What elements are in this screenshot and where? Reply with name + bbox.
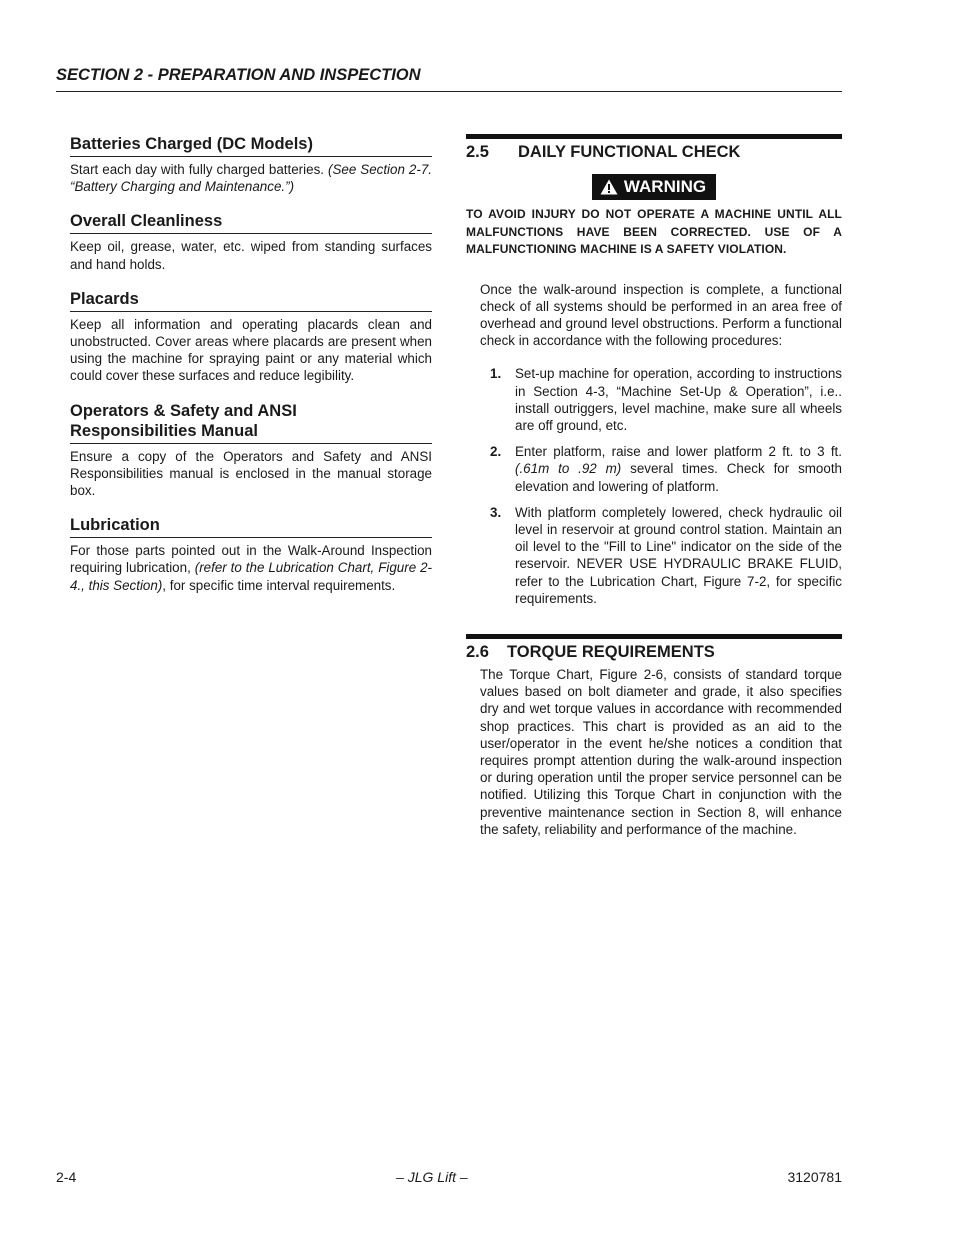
warning-label: WARNING — [623, 177, 707, 196]
placards-text: Keep all information and operating placards clean and unobstructed. Cover areas where placards are present when using the machine for spraying paint or any material which could cover these surfaces and reduce legibility. — [70, 316, 432, 384]
heading-batteries: Batteries Charged (DC Models) — [70, 134, 432, 157]
list-item: 1. Set-up machine for operation, according to instructions in Section 4-3, “Machine Set-Up & Operation”, i.e.. install outriggers, level machine, make sure all wheels are off ground, etc. — [490, 366, 842, 433]
daily-intro: Once the walk-around inspection is complete, a functional check of all systems should be performed in an area free of overhead and ground level obstructions. Perform a functional check in accordance with the following procedures: — [480, 281, 842, 349]
batteries-text: Start each day with fully charged batteries. (See Section 2-7. “Battery Charging and Maintenance.”) — [70, 162, 433, 195]
page-footer — [56, 1169, 842, 1185]
document-number: 3120781 — [787, 1169, 842, 1185]
manual-text: Ensure a copy of the Operators and Safety and ANSI Responsibilities manual is enclosed in the manual storage box. — [70, 448, 432, 499]
left-column — [70, 134, 432, 594]
right-column — [466, 134, 842, 838]
section-heading-daily-check: 2.5 DAILY FUNCTIONAL CHECK — [466, 134, 842, 162]
list-item: 2. Enter platform, raise and lower platform 2 ft. to 3 ft. (.61m to .92 m) several times. Check for smooth elevation and lowering of platform. — [490, 444, 842, 494]
footer-brand: – JLG Lift – — [396, 1169, 468, 1185]
heading-lubrication: Lubrication — [70, 515, 432, 538]
lubrication-text: For those parts pointed out in the Walk-Around Inspection requiring lubrication, (refer to the Lubrication Chart, Figure 2-4., this Section), for specific time interval requirements. — [70, 543, 432, 593]
warning-banner — [466, 174, 842, 200]
cleanliness-text: Keep oil, grease, water, etc. wiped from standing surfaces and hand holds. — [70, 239, 432, 272]
list-item: 3. With platform completely lowered, check hydraulic oil level in reservoir at ground control station. Maintain an oil level to the "Fill to Line" indicator on the side of the reservoir. NEVER USE HYDRAULIC BRAKE FLUID, refer to the Lubrication Chart, Figure 7-2, for specific requirements. — [490, 504, 842, 606]
section-header: SECTION 2 - PREPARATION AND INSPECTION — [56, 66, 842, 92]
page-number: 2-4 — [56, 1169, 77, 1185]
daily-check-steps — [466, 365, 842, 607]
heading-manual: Operators & Safety and ANSI Responsibilities Manual — [70, 401, 432, 444]
warning-icon — [600, 179, 618, 195]
warning-text: TO AVOID INJURY DO NOT OPERATE A MACHINE UNTIL ALL MALFUNCTIONS HAVE BEEN CORRECTED. USE OF A MALFUNCTIONING MACHINE IS A SAFETY VIOLATION. — [466, 207, 842, 256]
heading-placards: Placards — [70, 289, 432, 312]
section-heading-torque: 2.6 TORQUE REQUIREMENTS — [466, 634, 842, 662]
heading-cleanliness: Overall Cleanliness — [70, 211, 432, 234]
torque-text: The Torque Chart, Figure 2-6, consists of standard torque values based on bolt diameter and grade, it also specifies dry and wet torque values in accordance with recommended shop practices. This chart is provided as an aid to the user/operator in the event he/she notices a condition that requires prompt attention during the walk-around inspection or during operation until the proper service personnel can be notified. Utilizing this Torque Chart in conjunction with the preventive maintenance section in Section 8, will enhance the safety, reliability and performance of the machine. — [480, 666, 842, 837]
